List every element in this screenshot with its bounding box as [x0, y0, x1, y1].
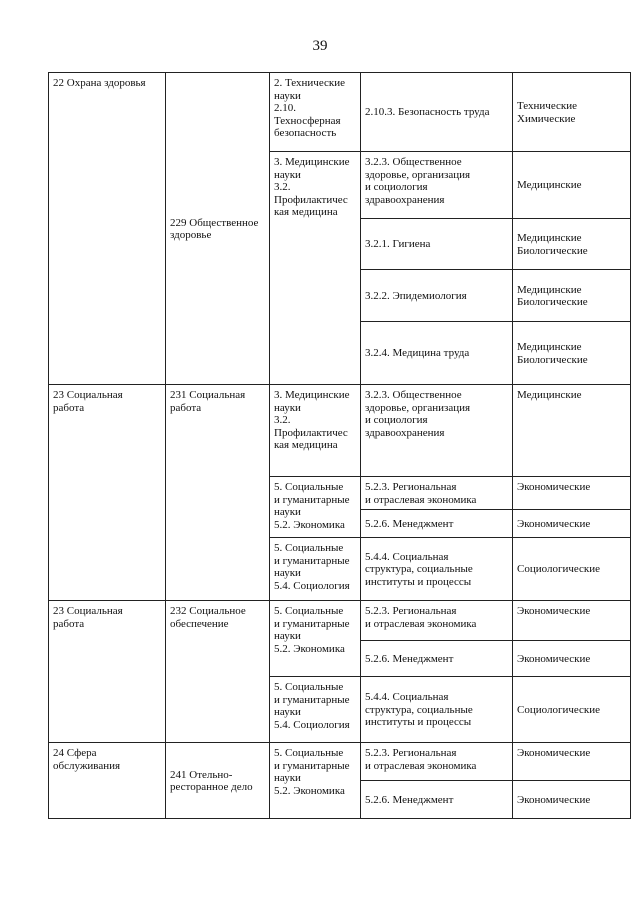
specialty-cell — [361, 538, 513, 601]
science-area-cell — [270, 477, 361, 538]
branch-cell — [513, 385, 631, 477]
program-text: 229 Общественное здоровье — [170, 216, 259, 241]
branch-text: Экономические — [517, 652, 591, 665]
direction-cell — [49, 743, 166, 819]
branch-cell — [513, 601, 631, 641]
direction-cell — [49, 73, 166, 385]
program-cell — [166, 601, 270, 743]
direction-text: 22 Охрана здоровья — [53, 77, 146, 89]
specialty-text: 3.2.3. Общественное здоровье, организация и социология здравоохранения — [365, 389, 471, 439]
specialty-text: 5.4.4. Социальная структура, социальные институты и процессы — [365, 550, 473, 588]
science-area-cell — [270, 538, 361, 601]
specialty-text: 5.4.4. Социальная структура, социальные институты и процессы — [365, 691, 473, 729]
specialty-text: 3.2.4. Медицина труда — [365, 347, 470, 360]
branch-cell — [513, 781, 631, 819]
specialty-cell — [361, 510, 513, 538]
science-area-cell — [270, 385, 361, 477]
table-row — [49, 743, 631, 781]
branch-cell — [513, 322, 631, 385]
specialty-cell — [361, 73, 513, 152]
direction-text: 23 Социальная работа — [53, 389, 123, 414]
branch-text: Социологические — [517, 563, 601, 576]
branch-cell — [513, 743, 631, 781]
science-area-cell — [270, 601, 361, 677]
page-number: 39 — [312, 38, 328, 54]
branch-text: Экономические — [517, 481, 591, 493]
direction-text: 23 Социальная работа — [53, 605, 123, 630]
program-cell — [166, 743, 270, 819]
specialty-cell — [361, 152, 513, 219]
program-cell — [166, 385, 270, 601]
specialty-cell — [361, 677, 513, 743]
science-area-text: 3. Медицинские науки 3.2. Профилактичес кая медицина — [274, 156, 350, 218]
branch-cell — [513, 641, 631, 677]
branch-text: Медицинские — [517, 389, 582, 401]
science-area-text: 5. Социальные и гуманитарные науки 5.4. Социология — [274, 681, 350, 731]
branch-cell — [513, 270, 631, 322]
specialty-cell — [361, 743, 513, 781]
specialty-text: 3.2.1. Гигиена — [365, 238, 431, 251]
science-area-cell — [270, 73, 361, 152]
science-area-text: 5. Социальные и гуманитарные науки 5.2. Экономика — [274, 747, 350, 797]
branch-text: Экономические — [517, 517, 591, 530]
specialty-text: 5.2.6. Менеджмент — [365, 652, 454, 665]
specialties-table — [48, 72, 631, 819]
specialty-cell — [361, 385, 513, 477]
specialty-text: 3.2.2. Эпидемиология — [365, 289, 467, 302]
specialty-cell — [361, 601, 513, 641]
science-area-cell — [270, 152, 361, 385]
table-row — [49, 601, 631, 641]
table-row — [49, 385, 631, 477]
branch-cell — [513, 219, 631, 270]
specialty-text: 5.2.3. Региональная и отраслевая экономика — [365, 605, 477, 630]
specialty-cell — [361, 781, 513, 819]
branch-text: Социологические — [517, 703, 601, 716]
program-text: 231 Социальная работа — [170, 389, 246, 414]
specialty-cell — [361, 219, 513, 270]
specialty-text: 5.2.3. Региональная и отраслевая экономика — [365, 481, 477, 506]
science-area-text: 5. Социальные и гуманитарные науки 5.4. Социология — [274, 542, 350, 592]
specialty-cell — [361, 477, 513, 510]
specialty-cell — [361, 641, 513, 677]
specialty-text: 3.2.3. Общественное здоровье, организация и социология здравоохранения — [365, 156, 471, 206]
branch-text: Экономические — [517, 747, 591, 759]
specialty-text: 5.2.6. Менеджмент — [365, 793, 454, 806]
branch-text: Медицинские Биологические — [517, 283, 588, 308]
direction-cell — [49, 601, 166, 743]
specialty-text: 5.2.3. Региональная и отраслевая экономика — [365, 747, 477, 772]
branch-cell — [513, 677, 631, 743]
branch-cell — [513, 538, 631, 601]
branch-cell — [513, 73, 631, 152]
branch-cell — [513, 152, 631, 219]
specialty-text: 5.2.6. Менеджмент — [365, 517, 454, 530]
branch-cell — [513, 510, 631, 538]
science-area-text: 5. Социальные и гуманитарные науки 5.2. Экономика — [274, 605, 350, 655]
branch-cell — [513, 477, 631, 510]
science-area-text: 3. Медицинские науки 3.2. Профилактичес кая медицина — [274, 389, 350, 451]
table-row — [49, 73, 631, 152]
science-area-text: 5. Социальные и гуманитарные науки 5.2. Экономика — [274, 481, 350, 531]
branch-text: Экономические — [517, 793, 591, 806]
branch-text: Медицинские Биологические — [517, 232, 588, 257]
science-area-cell — [270, 677, 361, 743]
program-text: 232 Социальное обеспечение — [170, 605, 246, 630]
branch-text: Медицинские — [517, 179, 582, 192]
science-area-text: 2. Технические науки 2.10. Техносферная безопасность — [274, 77, 345, 139]
specialty-cell — [361, 270, 513, 322]
branch-text: Экономические — [517, 605, 591, 617]
direction-text: 24 Сфера обслуживания — [53, 747, 121, 772]
program-text: 241 Отельно- ресторанное дело — [170, 768, 253, 793]
program-cell — [166, 73, 270, 385]
specialty-cell — [361, 322, 513, 385]
direction-cell — [49, 385, 166, 601]
branch-text: Медицинские Биологические — [517, 341, 588, 366]
specialty-text: 2.10.3. Безопасность труда — [365, 106, 490, 119]
branch-text: Технические Химические — [517, 100, 577, 125]
science-area-cell — [270, 743, 361, 819]
